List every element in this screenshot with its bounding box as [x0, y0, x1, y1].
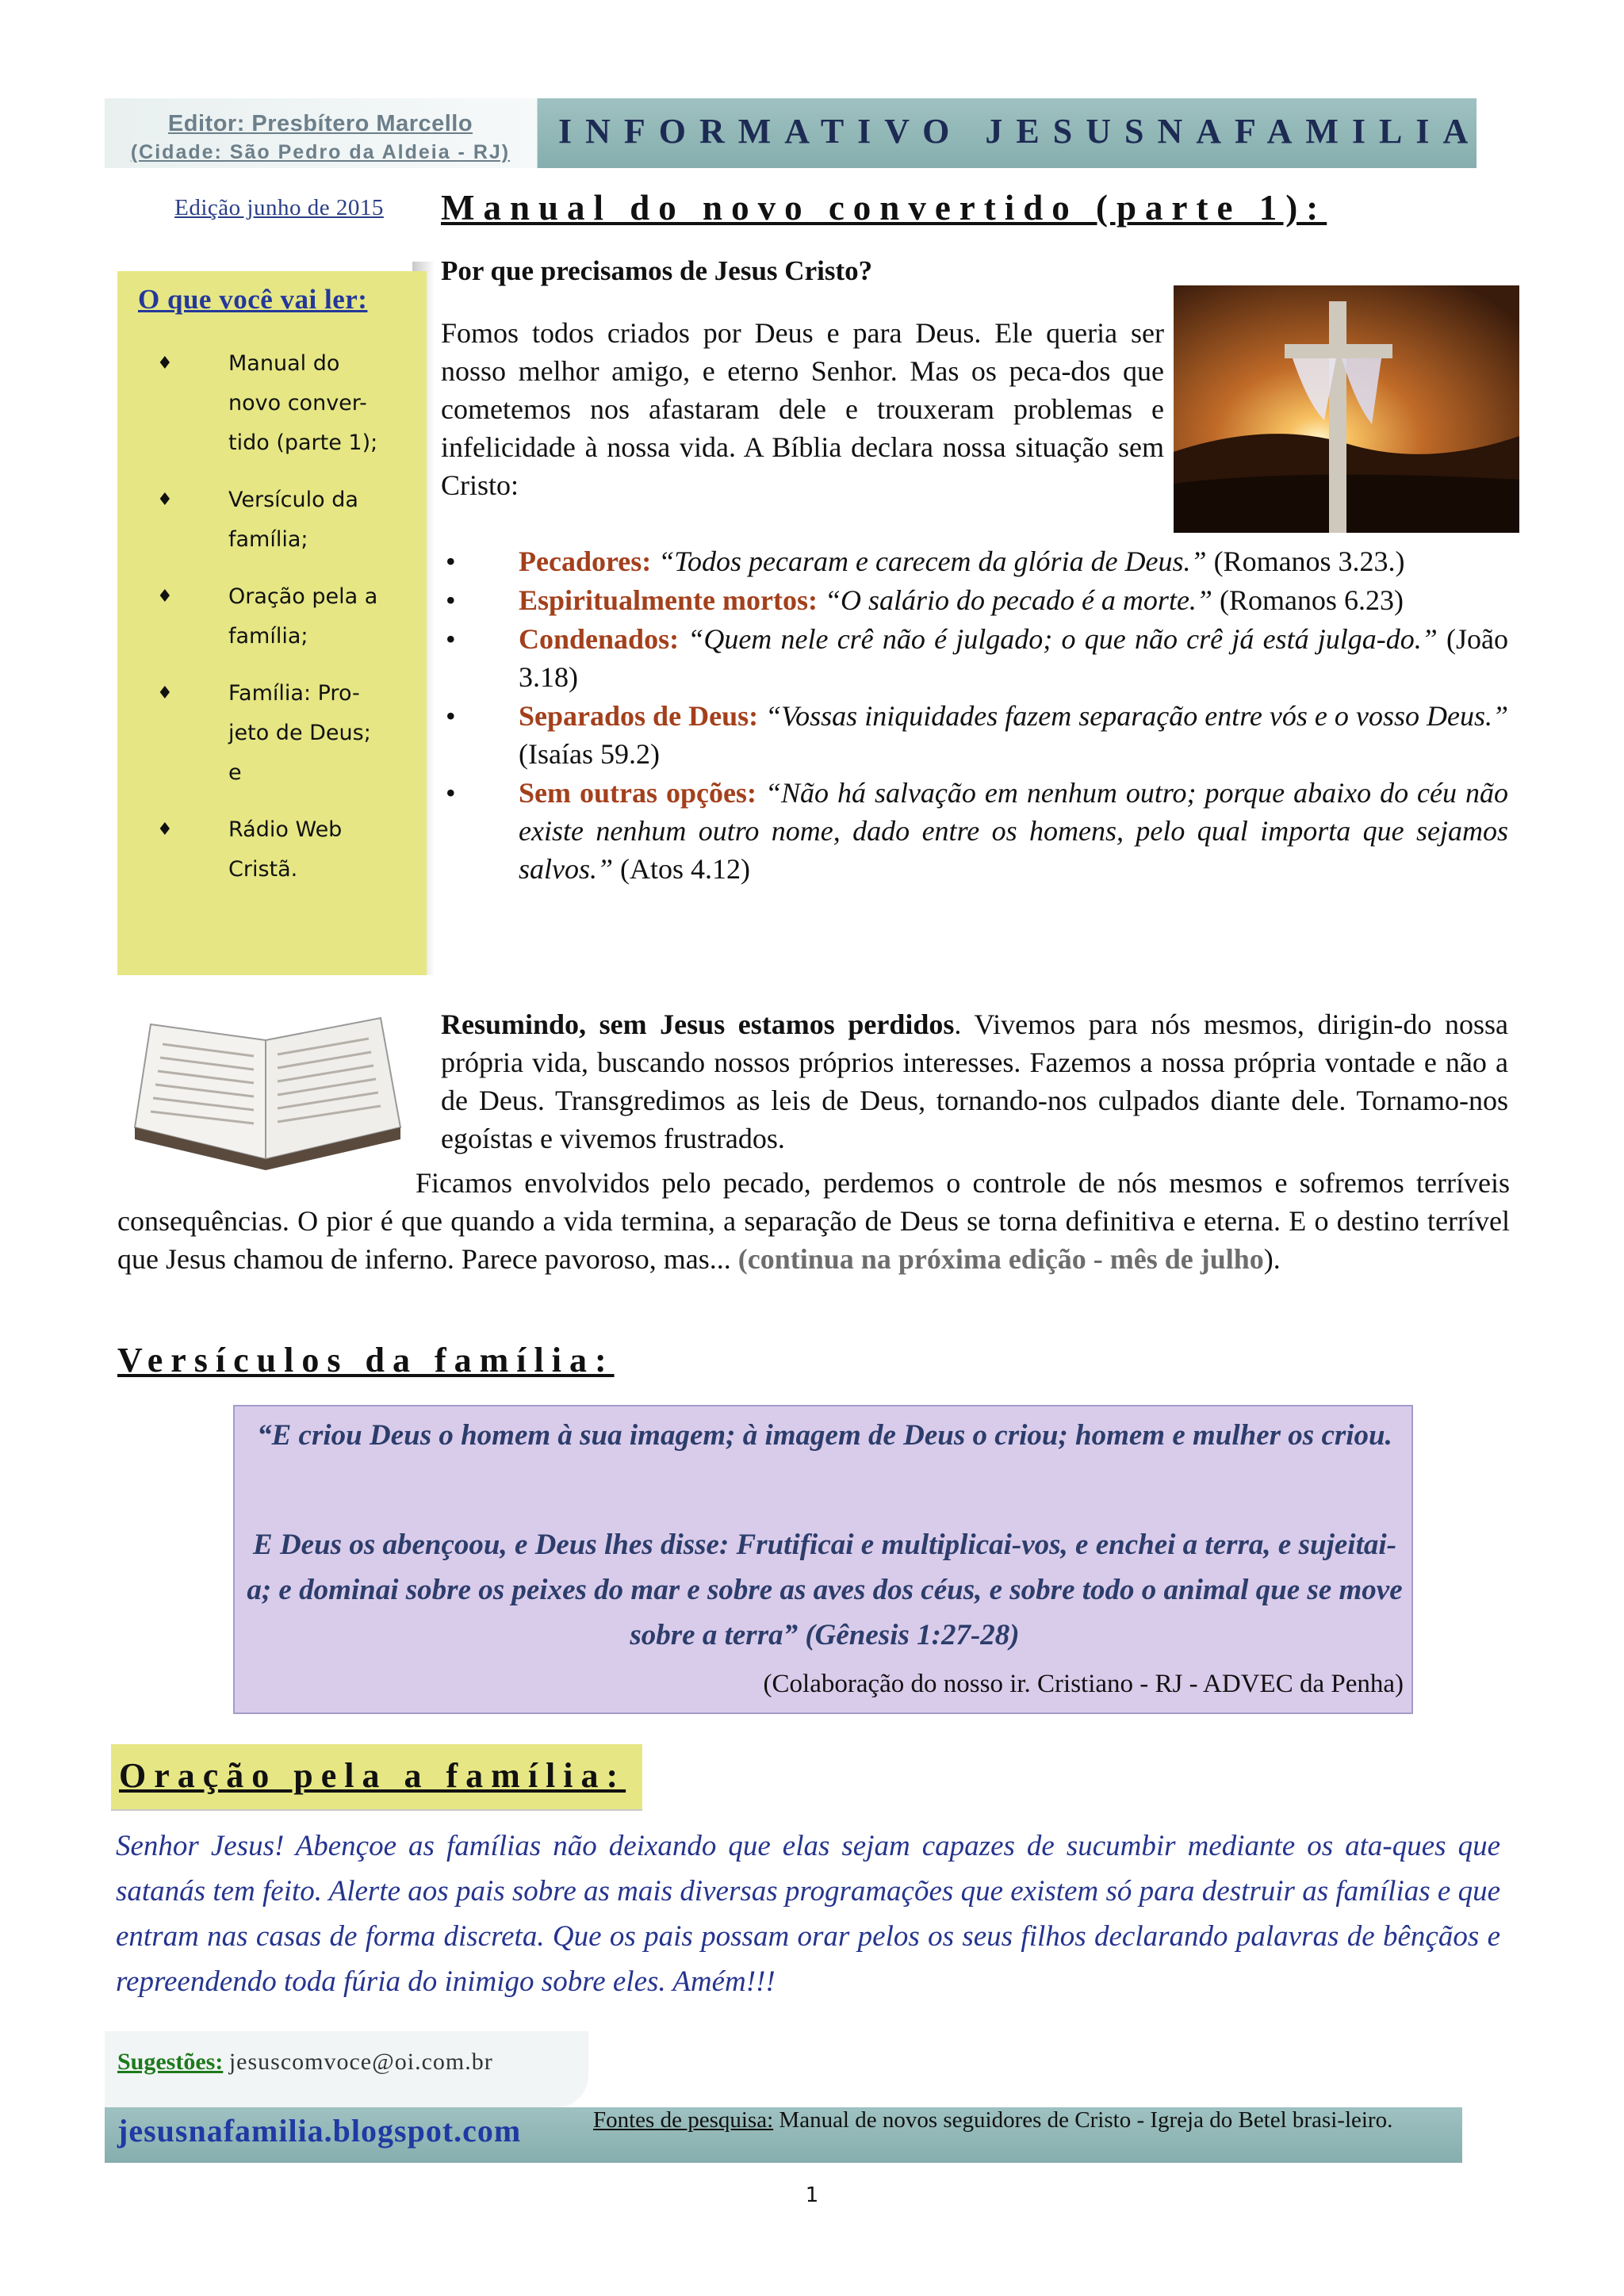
list-item: • Espiritualmente mortos: “O salário do pecado é a morte.” (Romanos 6.23) [441, 581, 1508, 619]
list-item: • Condenados: “Quem nele crê não é julgado; o que não crê já está julga-do.” (João 3.18) [441, 620, 1508, 696]
bullet-dot-icon: • [446, 700, 456, 732]
masthead-title: INFORMATIVO JESUSNAFAMILIA [558, 112, 1482, 151]
toc-item: ♦ Família: Pro- jeto de Deus; e [151, 674, 420, 793]
editor-city: (Cidade: São Pedro da Aldeia - RJ) [130, 141, 511, 163]
editor-name: Editor: Presbítero Marcello [167, 111, 473, 136]
article-title: Manual do novo convertido (parte 1): [441, 188, 1327, 228]
bullet-dot-icon: • [446, 584, 456, 616]
diamond-bullet-icon: ♦ [157, 354, 173, 373]
prayer-text: Senhor Jesus! Abençoe as famílias não deixando que elas sejam capazes de sucumbir mediante os ata-ques que satanás tem feito. Alerte aos pais sobre as mais diversas programações que existem só para destruir as famílias e que entram nas casas de forma discreta. Que os pais possam orar pelos os seus filhos declarando palavras de bênçãos e repreendendo toda fúria do inimigo sobre eles. Amém!!! [116, 1830, 1500, 1998]
edition-date: Edição junho de 2015 [174, 195, 384, 220]
suggestions-email[interactable]: jesuscomvoce@oi.com.br [228, 2049, 493, 2075]
table-of-contents [151, 344, 420, 907]
suggestions-label: Sugestões: [117, 2049, 224, 2075]
bullet-dot-icon: • [446, 623, 456, 655]
toc-item: ♦ Oração pela a família; [151, 577, 420, 656]
list-item: • Separados de Deus: “Vossas iniquidades fazem separação entre vós e o vosso Deus.” (Isaías 59.2) [441, 697, 1508, 773]
open-bible-image [127, 1008, 404, 1170]
verses-title: Versículos da família: [117, 1341, 615, 1380]
sources-label: Fontes de pesquisa: [593, 2107, 774, 2133]
toc-item: ♦ Rádio Web Cristã. [151, 810, 420, 890]
bullet-dot-icon: • [446, 777, 456, 809]
toc-item: ♦ Versículo da família; [151, 480, 420, 560]
next-edition-note: (continua na próxima edição - mês de julho [737, 1243, 1264, 1275]
blog-link[interactable]: jesusnafamilia.blogspot.com [117, 2113, 522, 2149]
diamond-bullet-icon: ♦ [157, 683, 173, 703]
article-subhead: Por que precisamos de Jesus Cristo? [441, 255, 873, 286]
diamond-bullet-icon: ♦ [157, 820, 173, 840]
summary-paragraph: Resumindo, sem Jesus estamos perdidos. Vivemos para nós mesmos, dirigin-do nossa própria vida, buscando nossos próprios interesses. Fazemos a nossa própria vontade e não a de Deus. Transgredimos as leis de Deus, tornando-nos culpados diante dele. Tornamo-nos egoístas e vivemos frustrados. [441, 1008, 1509, 1154]
sources-text: Manual de novos seguidores de Cristo - Igreja do Betel brasi-leiro. [779, 2107, 1393, 2133]
sources [593, 2101, 1472, 2139]
list-item: • Sem outras opções: “Não há salvação em nenhum outro; porque abaixo do céu não existe nenhum outro nome, dado entre os homens, pelo qual importa que sejamos salvos.” (Atos 4.12) [441, 774, 1508, 888]
suggestions [117, 2049, 493, 2076]
bullet-list [441, 542, 1508, 889]
toc-item: ♦ Manual do novo conver- tido (parte 1); [151, 344, 420, 463]
article-intro: Fomos todos criados por Deus e para Deus. Ele queria ser nosso melhor amigo, e eterno Senhor. Mas os peca-dos que cometemos nos afastaram dele e trouxeram problemas e infelicidade à nossa vida. A Bíblia declara nossa situação sem Cristo: [441, 317, 1164, 501]
cross-sunset-image [1174, 285, 1519, 533]
diamond-bullet-icon: ♦ [157, 587, 173, 607]
verse-paragraph-1: “E criou Deus o homem à sua imagem; à imagem de Deus o criou; homem e mulher os criou. [257, 1419, 1392, 1452]
list-item: • Pecadores: “Todos pecaram e carecem da glória de Deus.” (Romanos 3.23.) [441, 542, 1508, 580]
editor-block [111, 109, 530, 166]
sidebar-title: O que você vai ler: [138, 284, 368, 315]
bullet-dot-icon: • [446, 545, 456, 577]
prayer-title: Oração pela a família: [119, 1756, 626, 1795]
continuation-paragraph: Ficamos envolvidos pelo pecado, perdemos o controle de nós mesmos e sofremos terríveis consequências. O pior é que quando a vida termina, a separação de Deus se torna definitiva e eterna. E o destino terrível que Jesus chamou de inferno. Parece pavoroso, mas... (continua na próxima edição - mês de julho). [117, 1167, 1510, 1275]
verse-paragraph-2: E Deus os abençoou, e Deus lhes disse: Frutificai e multiplicai-vos, e enchei a terra, e sujeitai-a; e dominai sobre os peixes do mar e sobre as aves dos céus, e sobre todo o animal que se move sobre a terra” (Gênesis 1:27-28) [247, 1529, 1403, 1651]
diamond-bullet-icon: ♦ [157, 490, 173, 510]
verse-credit: (Colaboração do nosso ir. Cristiano - RJ - ADVEC da Penha) [763, 1670, 1404, 1698]
page-number: 1 [805, 2183, 819, 2207]
